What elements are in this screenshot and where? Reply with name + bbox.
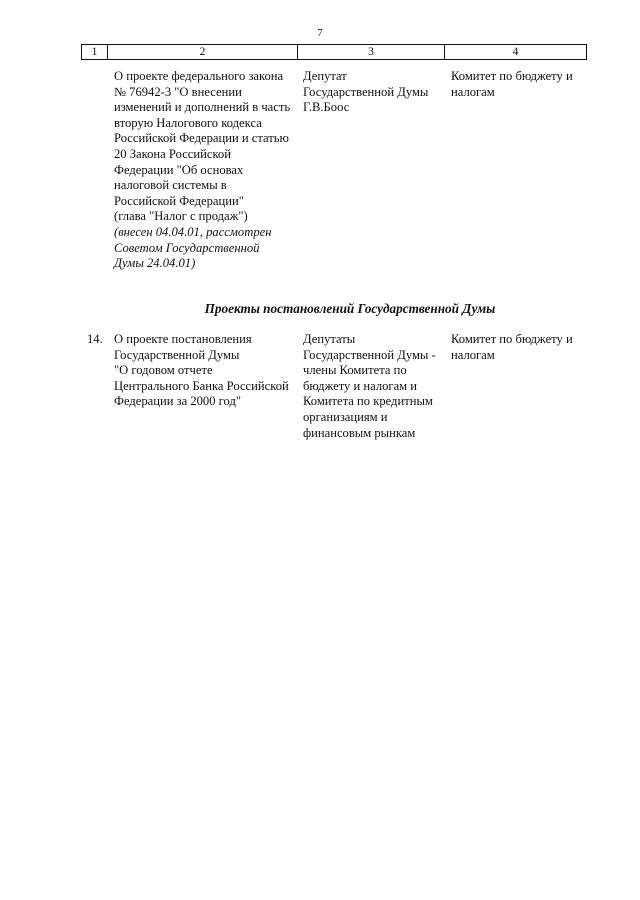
row1-author-line: Депутат — [303, 69, 347, 83]
row2-author-line: организациям и — [303, 409, 388, 424]
row1-subject-line: вторую Налогового кодекса — [114, 115, 262, 130]
row1-author-line: Государственной Думы — [303, 84, 429, 99]
row1-subject-line: Федерации "Об основах — [114, 162, 244, 177]
row1-author — [303, 69, 449, 116]
row2-number: 14. — [87, 332, 103, 346]
row1-subject-line: (глава "Налог с продаж") — [114, 209, 248, 224]
row2-author-line: финансовым рынкам — [303, 425, 416, 440]
row1-subject-line: налоговой системы в — [114, 178, 227, 193]
row2-committee-line: Комитет по бюджету и — [451, 332, 573, 346]
row2-author-line: члены Комитета по — [303, 363, 407, 378]
row2-subject-line: О проекте постановления — [114, 332, 252, 346]
row2-subject — [114, 332, 304, 410]
row2-author-line: бюджету и налогам и — [303, 378, 418, 393]
row2-author-line: Комитета по кредитным — [303, 394, 433, 409]
header-cell-3: 3 — [298, 45, 445, 59]
row1-subject-line: Российской Федерации и статью — [114, 131, 289, 146]
row1-subject — [114, 69, 304, 272]
row2-committee-line: налогам — [451, 347, 495, 362]
section-title: Проекты постановлений Государственной Думы — [204, 301, 496, 316]
row2-subject-line: Федерации за 2000 год" — [114, 394, 242, 409]
row2-subject-line: Государственной Думы — [114, 347, 240, 362]
row1-subject-line: изменений и дополнений в часть — [114, 100, 291, 115]
row1-committee — [451, 69, 591, 100]
row1-subject-line: Думы 24.04.01) — [114, 256, 196, 271]
table-header-row — [81, 44, 587, 60]
header-cell-1: 1 — [82, 45, 108, 59]
row2-author-line: Депутаты — [303, 332, 356, 346]
row2-subject-line: Центрального Банка Российской — [114, 378, 289, 393]
page-number: 7 — [317, 27, 323, 39]
row2-subject-line: "О годовом отчете — [114, 363, 213, 378]
row2-author — [303, 332, 449, 441]
header-cell-2: 2 — [108, 45, 298, 59]
row1-subject-line: (внесен 04.04.01, рассмотрен — [114, 224, 272, 239]
row1-committee-line: Комитет по бюджету и — [451, 69, 573, 83]
row1-subject-line: № 76942-3 "О внесении — [114, 84, 242, 99]
row1-subject-line: О проекте федерального закона — [114, 69, 284, 83]
row2-author-line: Государственной Думы - — [303, 347, 436, 362]
row2-committee — [451, 332, 591, 363]
header-cell-4: 4 — [512, 46, 519, 58]
row1-subject-line: Российской Федерации" — [114, 193, 244, 208]
row1-author-line: Г.В.Боос — [303, 100, 350, 115]
row1-subject-line: 20 Закона Российской — [114, 146, 231, 161]
row1-subject-line: Советом Государственной — [114, 240, 260, 255]
row1-committee-line: налогам — [451, 84, 495, 99]
